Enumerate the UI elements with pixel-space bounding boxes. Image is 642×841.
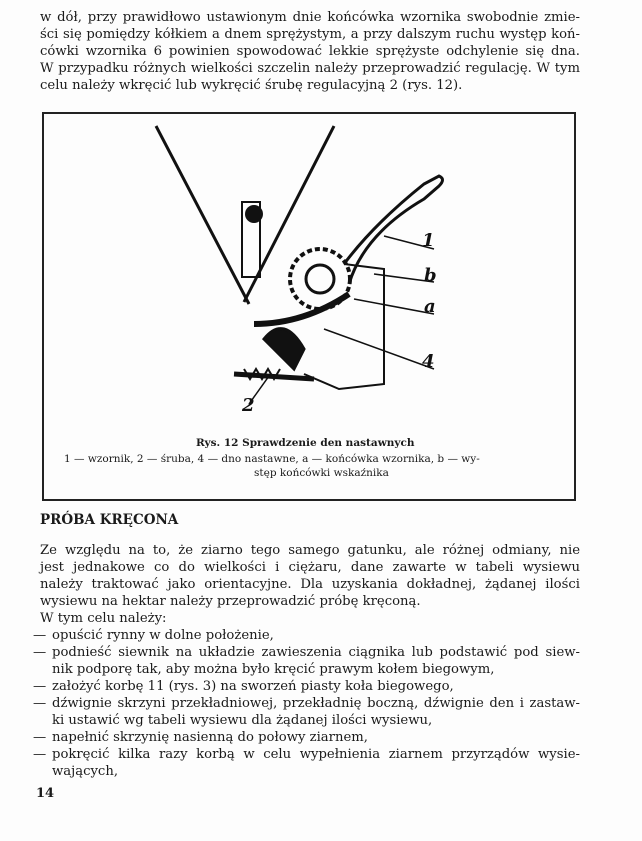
para-line: jest jednakowe co do wielkości i ciężaru, dane zawarte w tabeli wysiewu (40, 560, 580, 575)
list-dash: — (33, 730, 47, 745)
para-line: Ze względu na to, że ziarno tego samego gatunku, ale różnej odmiany, nie (40, 543, 580, 558)
label-1: 1 (422, 230, 435, 251)
hopper-left-wall (156, 126, 249, 304)
label-4: 4 (422, 351, 435, 372)
para-line: wysiewu na hektar należy przeprowadzić próbę kręconą. (40, 594, 421, 609)
mechanism-drawing (44, 114, 574, 414)
label-b: b (424, 265, 437, 286)
list-dash: — (33, 696, 47, 711)
list-dash: — (33, 679, 47, 694)
figure-12 (42, 112, 576, 501)
adjustable-bottom (264, 329, 304, 369)
list-item: założyć korbę 11 (rys. 3) na sworzeń piasty koła biegowego, (52, 679, 454, 694)
list-item-cont: wających, (52, 764, 119, 779)
list-item: opuścić rynny w dolne położenie, (52, 628, 274, 643)
intro-line: w dół, przy prawidłowo ustawionym dnie końcówka wzornika swobodnie zmie- (40, 10, 580, 25)
list-dash: — (33, 628, 47, 643)
intro-line: celu należy wkręcić lub wykręcić śrubę regulacyjną 2 (rys. 12). (40, 78, 463, 93)
list-item: napełnić skrzynię nasienną do połowy ziarnem, (52, 730, 368, 745)
list-dash: — (33, 747, 47, 762)
spring-bottom (254, 294, 349, 324)
list-item: podnieść siewnik na układzie zawieszenia ciągnika lub podstawić pod siew- (52, 645, 580, 660)
section-heading: PRÓBA KRĘCONA (40, 512, 179, 528)
list-item: dźwignie skrzyni przekładniowej, przekładnię boczną, dźwignie den i zastaw- (52, 696, 580, 711)
para-line: należy traktować jako orientacyjne. Dla uzyskania dokładnej, żądanej ilości (40, 577, 580, 592)
list-item-cont: nik podporę tak, aby można było kręcić prawym kołem biegowym, (52, 662, 495, 677)
intro-line: W przypadku różnych wielkości szczelin należy przeprowadzić regulację. W tym (40, 61, 580, 76)
list-item-cont: ki ustawić wg tabeli wysiewu dla żądanej ilości wysiewu, (52, 713, 433, 728)
page-number: 14 (36, 786, 55, 801)
figure-caption-title: Rys. 12 Sprawdzenie den nastawnych (196, 437, 415, 449)
intro-line: ści się pomiędzy kółkiem a dnem sprężystym, a przy dalszym ruchu występ koń- (40, 27, 580, 42)
label-2: 2 (242, 395, 255, 414)
intro-line: cówki wzornika 6 powinien spowodować lekkie sprężyste odchylenie się dna. (40, 44, 580, 59)
agitator-roller (245, 205, 263, 223)
figure-caption-legend: 1 — wzornik, 2 — śruba, 4 — dno nastawne, a — końcówka wzornika, b — wy- (64, 453, 480, 465)
housing (304, 264, 384, 389)
list-intro: W tym celu należy: (40, 611, 167, 626)
label-a: a (424, 296, 436, 317)
list-dash: — (33, 645, 47, 660)
figure-caption-legend: stęp końcówki wskaźnika (254, 467, 389, 479)
list-item: pokręcić kilka razy korbą w celu wypełnienia ziarnem przyrządów wysie- (52, 747, 580, 762)
